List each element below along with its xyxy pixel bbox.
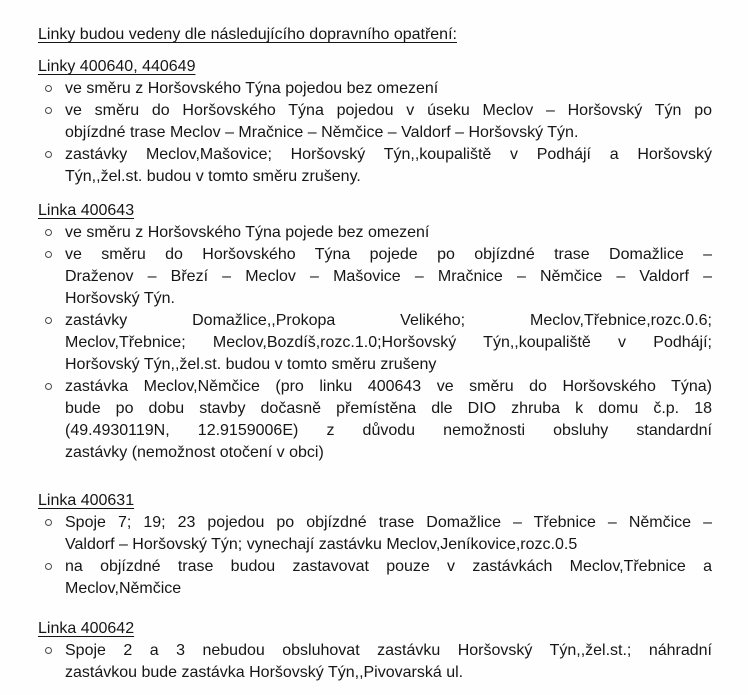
bullet-line: (49.4930119N, 12.9159006E) z důvodu nemožnosti obsluhy standardní	[65, 422, 712, 439]
bullet-text	[65, 376, 712, 464]
bullet-list	[38, 222, 712, 464]
bullet-line: zastávky (nemožnost otočení v obci)	[65, 444, 324, 461]
bullet-line: zastávka Meclov,Němčice (pro linku 400643 ve směru do Horšovského Týna)	[65, 378, 712, 395]
list-item	[38, 244, 712, 310]
circle-bullet-icon	[45, 85, 52, 92]
list-item	[38, 78, 712, 100]
list-item	[38, 100, 712, 144]
list-item	[38, 376, 712, 464]
bullet-line: Spoje 2 a 3 nebudou obsluhovat zastávku Horšovský Týn,,žel.st.; náhradní	[65, 642, 712, 659]
list-item	[38, 144, 712, 188]
bullet-text	[65, 512, 712, 556]
circle-bullet-icon	[45, 229, 52, 236]
bullet-line: ve směru z Horšovského Týna pojedou bez omezení	[65, 80, 439, 97]
bullet-list	[38, 78, 712, 188]
list-item	[38, 556, 712, 600]
list-item	[38, 512, 712, 556]
bullet-text	[65, 310, 712, 376]
bullet-line: zastávky Meclov,Mašovice; Horšovský Týn,,koupaliště v Podhájí a Horšovský	[65, 146, 712, 163]
bullet-text	[65, 222, 712, 244]
bullet-line: ve směru z Horšovského Týna pojede bez omezení	[65, 224, 430, 241]
section-heading: Linka 400642	[38, 620, 135, 637]
circle-bullet-icon	[45, 151, 52, 158]
document-title: Linky budou vedeny dle následujícího dopravního opatření:	[38, 26, 457, 43]
bullet-text	[65, 244, 712, 310]
bullet-line: Spoje 7; 19; 23 pojedou po objízdné trase Domažlice – Třebnice – Němčice –	[65, 514, 712, 531]
section-linky-400640-440649	[38, 56, 712, 188]
circle-bullet-icon	[45, 251, 52, 258]
section-heading: Linka 400643	[38, 202, 135, 219]
bullet-text	[65, 640, 712, 684]
section-heading: Linka 400631	[38, 492, 135, 509]
list-item	[38, 310, 712, 376]
bullet-list	[38, 512, 712, 600]
bullet-line: Horšovský Týn,,žel.st. budou v tomto směru zrušeny	[65, 356, 437, 373]
bullet-line: na objízdné trase budou zastavovat pouze v zastávkách Meclov,Třebnice a	[65, 558, 712, 575]
bullet-list	[38, 640, 712, 684]
circle-bullet-icon	[45, 519, 52, 526]
bullet-line: zastávky Domažlice,,Prokopa Velikého; Meclov,Třebnice,rozc.0.6;	[65, 312, 712, 329]
circle-bullet-icon	[45, 647, 52, 654]
circle-bullet-icon	[45, 107, 52, 114]
bullet-text	[65, 78, 712, 100]
bullet-line: Horšovský Týn.	[65, 290, 175, 307]
circle-bullet-icon	[45, 563, 52, 570]
bullet-text	[65, 556, 712, 600]
bullet-line: Týn,,žel.st. budou v tomto směru zrušeny.	[65, 168, 361, 185]
section-linka-400631	[38, 490, 712, 600]
circle-bullet-icon	[45, 317, 52, 324]
bullet-line: Valdorf – Horšovský Týn; vynechají zastávku Meclov,Jeníkovice,rozc.0.5	[65, 536, 578, 553]
section-linka-400643	[38, 200, 712, 464]
list-item	[38, 640, 712, 684]
bullet-line: zastávkou bude zastávka Horšovský Týn,,Pivovarská ul.	[65, 664, 464, 681]
bullet-text	[65, 144, 712, 188]
bullet-line: bude po dobu stavby dočasně přemístěna dle DIO zhruba k domu č.p. 18	[65, 400, 712, 417]
section-linka-400642	[38, 618, 712, 684]
bullet-text	[65, 100, 712, 144]
section-heading: Linky 400640, 440649	[38, 58, 196, 75]
bullet-line: objízdné trase Meclov – Mračnice – Němčice – Valdorf – Horšovský Týn.	[65, 124, 579, 141]
bullet-line: Draženov – Březí – Meclov – Mašovice – Mračnice – Němčice – Valdorf –	[65, 268, 712, 285]
bullet-line: ve směru do Horšovského Týna pojedou v úseku Meclov – Horšovský Týn po	[65, 102, 712, 119]
bullet-line: ve směru do Horšovského Týna pojede po objízdné trase Domažlice –	[65, 246, 712, 263]
bullet-line: Meclov,Třebnice; Meclov,Bozdíš,rozc.1.0;Horšovský Týn,,koupaliště v Podhájí;	[65, 334, 712, 351]
circle-bullet-icon	[45, 383, 52, 390]
list-item	[38, 222, 712, 244]
bullet-line: Meclov,Němčice	[65, 580, 182, 597]
